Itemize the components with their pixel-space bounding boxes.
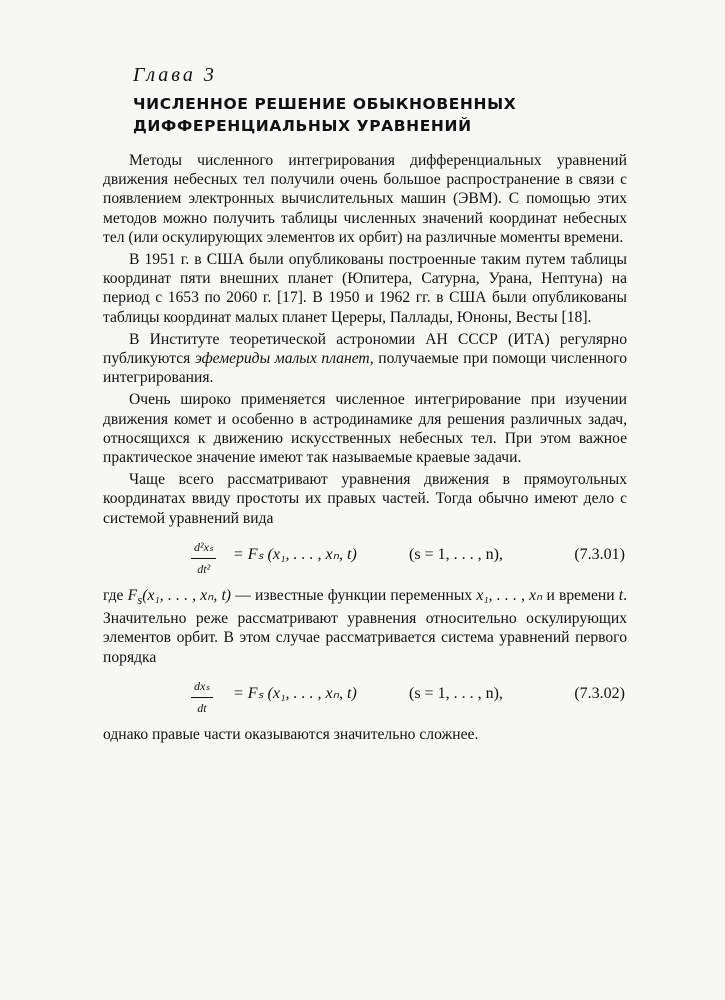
equation-2-rhs: = Fₛ (x₁, . . . , xₙ, t) <box>233 684 357 702</box>
paragraph-6-text-c: и времени <box>542 586 619 604</box>
paragraph-6-function: F <box>127 586 138 604</box>
paragraph-6-text-a: где <box>103 586 128 604</box>
paragraph-6 <box>103 586 627 667</box>
paragraph-6-time: t <box>618 586 624 604</box>
paragraph-2: В 1951 г. в США были опубликованы построенные таким путем таблицы координат пяти внешних планет (Юпитера, Сатурна, Урана, Нептуна) на период с 1653 по 2060 г. [17]. В 1950 и 1962 гг. в США были опубликованы таблицы координат малых планет Цереры, Паллады, Юноны, Весты [18]. <box>103 251 627 326</box>
equation-2-denominator: dt <box>197 700 207 715</box>
paragraph-3 <box>103 330 627 388</box>
paragraph-3-text-b: , получаемые при помощи численного интегрирования. <box>103 350 627 387</box>
equation-7-3-02 <box>103 675 627 719</box>
paragraph-3-text-a: В Институте теоретической астрономии АН СССР (ИТА) регулярно публикуются <box>103 330 627 368</box>
paragraph-6-function-sub: s <box>137 591 143 607</box>
chapter-title-line-2: ДИФФЕРЕНЦИАЛЬНЫХ УРАВНЕНИЙ <box>133 117 472 135</box>
paragraph-1: Методы численного интегрирования дифференциальных уравнений движения небесных тел получили очень большое распространение в связи с появлением электронных вычислительных машин (ЭВМ). С помощью этих методов можно получить таблицы численных значений координат небесных тел (или оскулирующих элементов их орбит) на различные моменты времени. <box>103 152 627 246</box>
equation-1-numerator: d²xₛ <box>191 538 216 559</box>
equation-2-numerator: dxₛ <box>191 677 213 698</box>
equation-1-number: (7.3.01) <box>574 545 625 563</box>
equation-1-condition: (s = 1, . . . , n), <box>409 545 503 563</box>
equation-2-condition: (s = 1, . . . , n), <box>409 684 503 702</box>
equation-2-number: (7.3.02) <box>574 684 625 702</box>
paragraph-6-text-b: — известные функции переменных <box>231 586 477 604</box>
chapter-title-line-1: ЧИСЛЕННОЕ РЕШЕНИЕ ОБЫКНОВЕННЫХ <box>133 95 517 113</box>
chapter-label: Глава 3 <box>133 64 217 86</box>
paragraph-3-emphasis: эфемериды малых планет <box>194 350 370 368</box>
paragraph-6-args: (x₁, . . . , xₙ, t) <box>142 586 231 604</box>
equation-1-fraction <box>191 538 216 579</box>
equation-1-denominator: dt² <box>197 562 211 577</box>
paragraph-6-text-d: . Значительно реже рассматривают уравнения относительно оскулирующих элементов орбит. В этом случае рассматривается система уравнений первого порядка <box>103 586 627 666</box>
paragraph-5: Чаще всего рассматривают уравнения движения в прямоугольных координатах ввиду простоты их правых частей. Тогда обычно имеют дело с системой уравнений вида <box>103 471 627 527</box>
chapter-title <box>133 93 516 137</box>
paragraph-6-vars: x₁, . . . , xₙ <box>476 586 543 604</box>
paragraph-7: однако правые части оказываются значительно сложнее. <box>103 725 479 743</box>
body-text <box>103 151 627 747</box>
equation-7-3-01 <box>103 536 627 580</box>
equation-2-fraction <box>191 677 213 718</box>
paragraph-4: Очень широко применяется численное интегрирование при изучении движения комет и особенно в астродинамике для решения различных задач, относящихся к движению искусственных небесных тел. При этом важное практическое значение имеют так называемые краевые задачи. <box>103 391 627 467</box>
equation-1-rhs: = Fₛ (x₁, . . . , xₙ, t) <box>233 545 357 563</box>
